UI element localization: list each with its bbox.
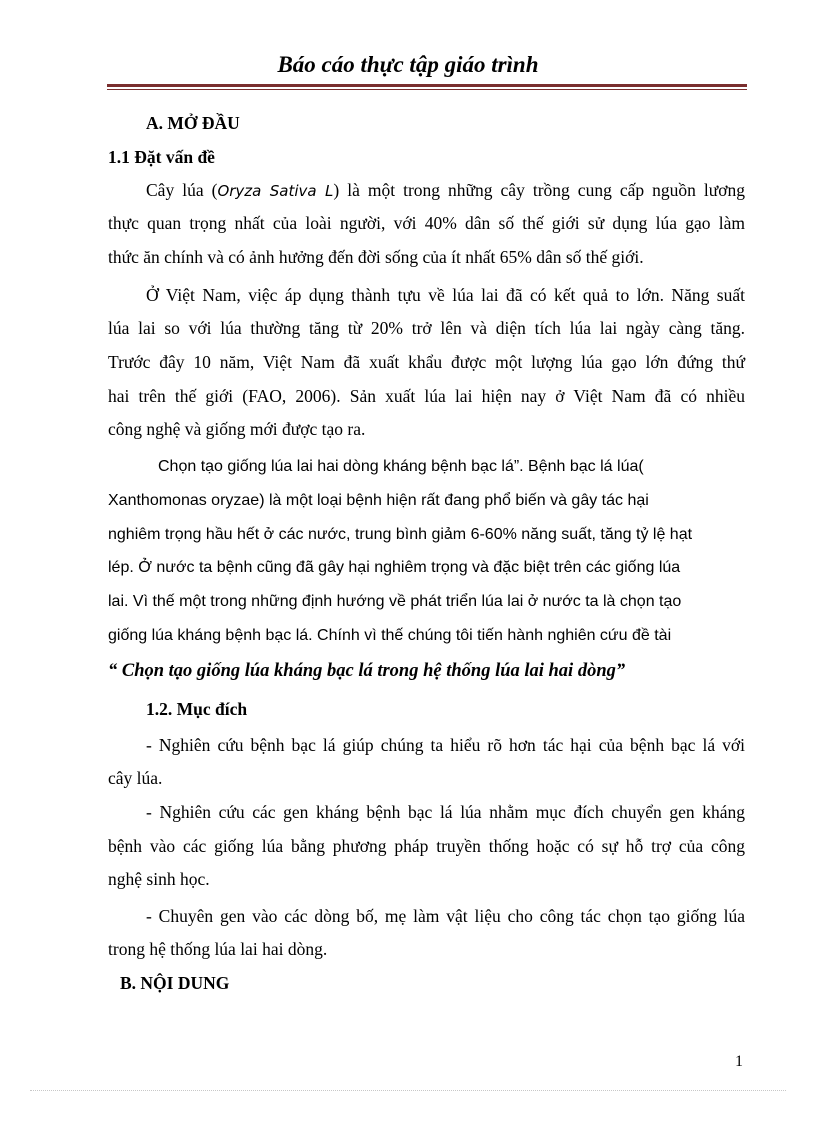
purpose-3-line-2: trong hệ thống lúa lai hai dòng.: [108, 939, 328, 959]
purpose-2-line-3: nghệ sinh học.: [108, 869, 210, 889]
page-header-title: Báo cáo thực tập giáo trình: [277, 52, 539, 77]
paragraph-3-line-2: Xanthomonas oryzae) là một loại bệnh hiện rất đang phổ biến và gây tác hại: [108, 492, 649, 509]
paragraph-2-line-1: Ở Việt Nam, việc áp dụng thành tựu về lúa lai đã có kết quả to lớn. Năng suất: [146, 285, 745, 305]
paragraph-3-line-6: giống lúa kháng bệnh bạc lá. Chính vì thế chúng tôi tiến hành nghiên cứu đề tài: [108, 627, 672, 644]
page-bottom-border: [30, 1090, 786, 1091]
header-rule-thin: [107, 89, 747, 90]
text-span: ) là một trong những cây trồng cung cấp nguồn lương: [333, 180, 745, 200]
paragraph-1-line-1: [146, 179, 745, 202]
paragraph-3-line-4: lép. Ở nước ta bệnh cũng đã gây hại nghiêm trọng và đặc biệt trên các giống lúa: [108, 559, 681, 576]
paragraph-1-line-2: thực quan trọng nhất của loài người, với 40% dân số thế giới sử dụng lúa gạo làm: [108, 213, 745, 233]
paragraph-2-line-2: lúa lai so với lúa thường tăng từ 20% trở lên và diện tích lúa lai ngày càng tăng.: [108, 318, 745, 338]
header-rule-thick: [107, 84, 747, 87]
topic-title: “ Chọn tạo giống lúa kháng bạc lá trong hệ thống lúa lai hai dòng”: [108, 661, 626, 681]
purpose-2-line-1: - Nghiên cứu các gen kháng bệnh bạc lá lúa nhằm mục đích chuyển gen kháng: [146, 802, 745, 822]
purpose-1-line-1: - Nghiên cứu bệnh bạc lá giúp chúng ta hiểu rõ hơn tác hại của bệnh bạc lá với: [146, 735, 745, 755]
paragraph-1-line-3: thức ăn chính và có ảnh hưởng đến đời sống của ít nhất 65% dân số thế giới.: [108, 247, 644, 267]
purpose-1-line-2: cây lúa.: [108, 768, 163, 788]
purpose-3-line-1: - Chuyên gen vào các dòng bố, mẹ làm vật liệu cho công tác chọn tạo giống lúa: [146, 906, 745, 926]
paragraph-3-line-5: lai. Vì thế một trong những định hướng về phát triển lúa lai ở nước ta là chọn tạo: [108, 593, 682, 610]
text-span: Cây lúa (: [146, 180, 218, 200]
section-a-heading: A. MỞ ĐẦU: [146, 113, 240, 133]
section-1-1-heading: 1.1 Đặt vấn đề: [108, 147, 215, 167]
paragraph-2-line-3: Trước đây 10 năm, Việt Nam đã xuất khẩu được một lượng lúa gạo lớn đứng thứ: [108, 352, 745, 372]
paragraph-3-line-3: nghiêm trọng hầu hết ở các nước, trung bình giảm 6-60% năng suất, tăng tỷ lệ hạt: [108, 526, 693, 543]
species-name: Oryza Sativa L: [217, 182, 334, 200]
section-b-heading: B. NỘI DUNG: [120, 973, 230, 993]
paragraph-3-line-1: Chọn tạo giống lúa lai hai dòng kháng bệnh bạc lá”. Bệnh bạc lá lúa(: [158, 458, 644, 475]
paragraph-2-line-4: hai trên thế giới (FAO, 2006). Sản xuất lúa lai hiện nay ở Việt Nam đã có nhiều: [108, 386, 745, 406]
paragraph-2-line-5: công nghệ và giống mới được tạo ra.: [108, 419, 366, 439]
section-1-2-heading: 1.2. Mục đích: [146, 699, 248, 719]
page-number: 1: [735, 1053, 743, 1070]
purpose-2-line-2: bệnh vào các giống lúa bằng phương pháp truyền thống hoặc có sự hỗ trợ của công: [108, 836, 745, 856]
